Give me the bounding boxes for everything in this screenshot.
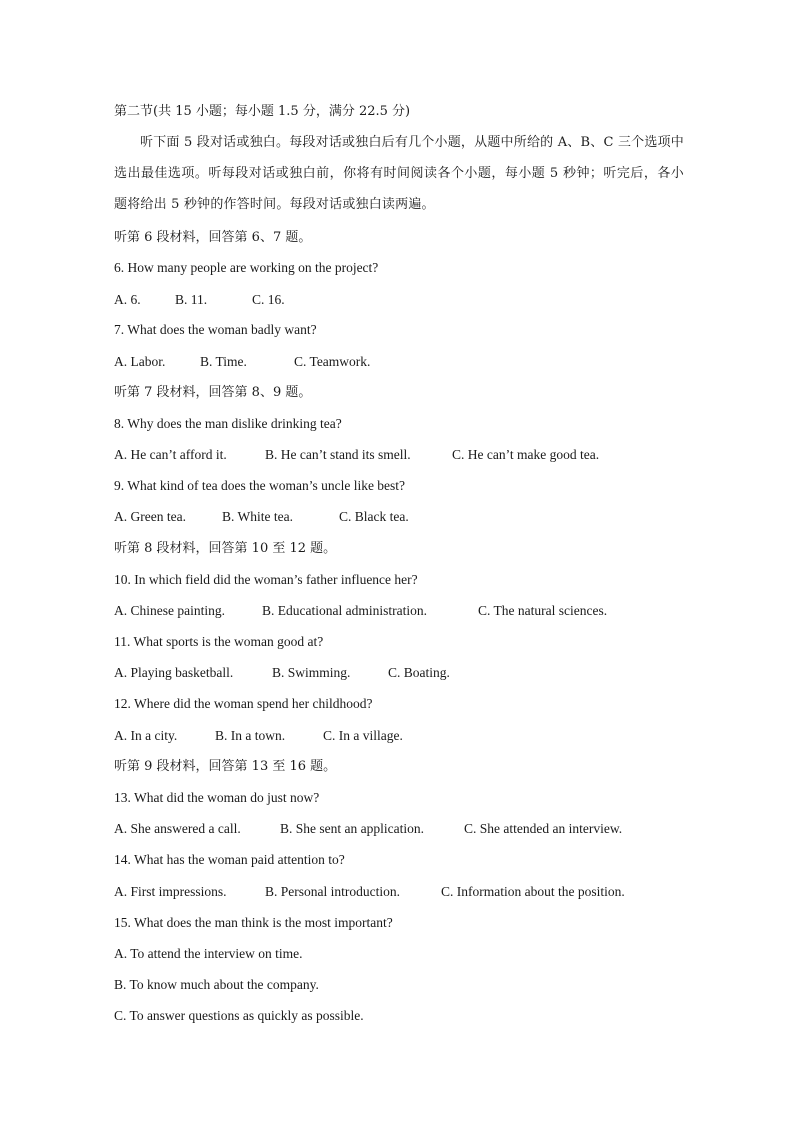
section-heading: 第二节(共 15 小题；每小题 1.5 分，满分 22.5 分) [114, 104, 411, 119]
option-a: A. Green tea. [114, 509, 186, 524]
group-label: 听第 8 段材料，回答第 10 至 12 题。 [114, 541, 337, 556]
option-b: B. He can’t stand its smell. [265, 447, 411, 462]
group-label: 听第 6 段材料，回答第 6、7 题。 [114, 230, 312, 245]
option-a: A. First impressions. [114, 884, 227, 899]
question-stem: 15. What does the man think is the most important? [114, 915, 393, 930]
question-stem: 14. What has the woman paid attention to? [114, 852, 345, 867]
option-c: C. In a village. [323, 728, 403, 743]
option-c: C. He can’t make good tea. [452, 447, 600, 462]
option-b: B. To know much about the company. [114, 977, 319, 992]
option-c: C. Information about the position. [441, 884, 625, 899]
question-stem: 9. What kind of tea does the woman’s uncle like best? [114, 478, 406, 493]
question-stem: 8. Why does the man dislike drinking tea? [114, 416, 342, 431]
question-stem: 12. Where did the woman spend her childhood? [114, 696, 373, 711]
question-stem: 10. In which field did the woman’s father influence her? [114, 572, 418, 587]
option-b: B. White tea. [222, 509, 293, 524]
option-a: A. Chinese painting. [114, 603, 225, 618]
question-stem: 11. What sports is the woman good at? [114, 634, 324, 649]
option-b: B. Time. [200, 354, 247, 369]
question-stem: 13. What did the woman do just now? [114, 790, 320, 805]
question-stem: 7. What does the woman badly want? [114, 322, 317, 337]
option-b: B. 11. [175, 292, 208, 307]
question-stem: 6. How many people are working on the project? [114, 260, 379, 275]
option-c: C. Boating. [388, 665, 450, 680]
option-c: C. To answer questions as quickly as possible. [114, 1008, 364, 1023]
option-b: B. She sent an application. [280, 821, 424, 836]
option-a: A. In a city. [114, 728, 178, 743]
option-c: C. Teamwork. [294, 354, 371, 369]
option-b: B. In a town. [215, 728, 286, 743]
option-a: A. To attend the interview on time. [114, 946, 303, 961]
option-a: A. She answered a call. [114, 821, 241, 836]
section-instructions: 听下面 5 段对话或独白。每段对话或独白后有几个小题，从题中所给的 A、B、C 三个选项中选出最佳选项。听每段对话或独白前，你将有时间阅读各个小题，每小题 5 秒钟；听完后，各小题将给出 5 秒钟的作答时间。每段对话或独白读两遍。 [114, 135, 684, 212]
option-a: A. Labor. [114, 354, 166, 369]
option-c: C. The natural sciences. [478, 603, 608, 618]
option-c: C. Black tea. [339, 509, 409, 524]
option-c: C. 16. [252, 292, 285, 307]
option-a: A. 6. [114, 292, 141, 307]
group-label: 听第 7 段材料，回答第 8、9 题。 [114, 385, 312, 400]
option-b: B. Swimming. [272, 665, 351, 680]
option-a: A. He can’t afford it. [114, 447, 227, 462]
option-b: B. Personal introduction. [265, 884, 400, 899]
option-c: C. She attended an interview. [464, 821, 623, 836]
group-label: 听第 9 段材料，回答第 13 至 16 题。 [114, 759, 337, 774]
option-a: A. Playing basketball. [114, 665, 234, 680]
option-b: B. Educational administration. [262, 603, 427, 618]
